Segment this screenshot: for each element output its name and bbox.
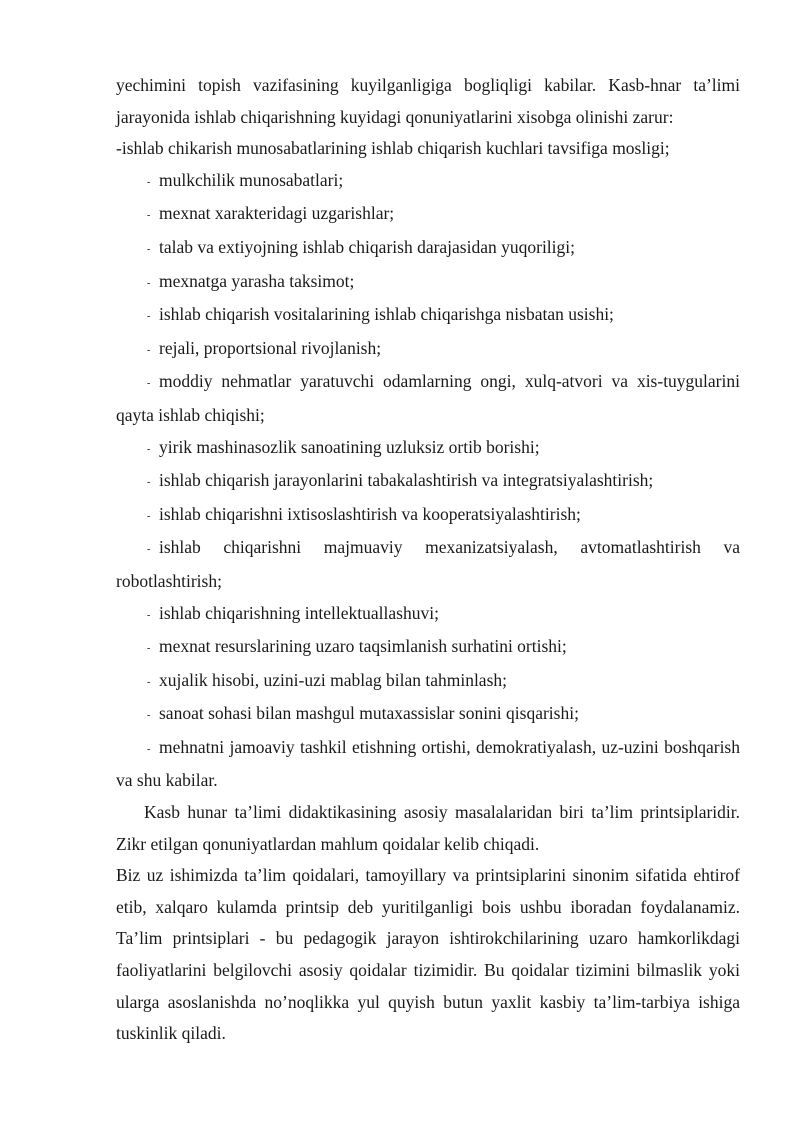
bullet-dash: - — [147, 743, 151, 755]
list-item: - yirik mashinasozlik sanoatining uzluksiz ortib borishi; — [116, 432, 740, 466]
bullet-dash: - — [147, 176, 151, 188]
list-item: - ishlab chiqarishni ixtisoslashtirish va kooperatsiyalashtirish; — [116, 499, 740, 533]
bullet-dash: - — [147, 344, 151, 356]
bullet-dash: - — [147, 609, 151, 621]
bullet-dash: - — [147, 643, 151, 655]
list-item: - mexnatga yarasha taksimot; — [116, 266, 740, 300]
bullet-dash: - — [147, 378, 151, 390]
list-item: - xujalik hisobi, uzini-uzi mablag bilan tahminlash; — [116, 665, 740, 699]
bullet-dash: - — [147, 443, 151, 455]
bullet-dash: - — [147, 710, 151, 722]
document-page — [116, 70, 740, 1050]
list-item: - mexnat resurslarining uzaro taqsimlanish surhatini ortishi; — [116, 631, 740, 665]
bullet-dash: - — [147, 544, 151, 556]
intro-list-lead: -ishlab chikarish munosabatlarining ishlab chiqarish kuchlari tavsifiga mosligi; — [116, 138, 670, 159]
list-item: - mehnatni jamoaviy tashkil etishning ortishi, demokratiyalash, uz-uzini boshqarish va shu kabilar. — [116, 732, 740, 797]
requirements-list — [116, 165, 740, 797]
bullet-dash: - — [147, 477, 151, 489]
bullet-dash: - — [147, 676, 151, 688]
list-item: - ishlab chiqarish vositalarining ishlab chiqarishga nisbatan usishi; — [116, 299, 740, 333]
bullet-dash: - — [147, 243, 151, 255]
didactics-paragraph: Kasb hunar ta’limi didaktikasining asosiy masalalaridan biri ta’lim printsiplaridir. Zikr etilgan qonuniyatlardan mahlum qoidalar kelib chiqadi. — [116, 802, 740, 854]
list-item: - moddiy nehmatlar yaratuvchi odamlarning ongi, xulq-atvori va xis-tuygularini qayta ishlab chiqishi; — [116, 366, 740, 431]
list-item: - ishlab chiqarishni majmuaviy mexanizatsiyalash, avtomatlashtirish va robotlashtirish; — [116, 532, 740, 597]
bullet-dash: - — [147, 277, 151, 289]
list-item: - ishlab chiqarishning intellektuallashuvi; — [116, 598, 740, 632]
bullet-dash: - — [147, 210, 151, 222]
intro-paragraph: yechimini topish vazifasining kuyilganligiga bogliqligi kabilar. Kasb-hnar ta’limi jarayonida ishlab chiqarishning kuyidagi qonuniyatlarini xisobga olinishi zarur: — [116, 75, 740, 127]
list-item: - sanoat sohasi bilan mashgul mutaxassislar sonini qisqarishi; — [116, 698, 740, 732]
principles-paragraph: Biz uz ishimizda ta’lim qoidalari, tamoyillary va printsiplarini sinonim sifatida ehtirof etib, xalqaro kulamda printsip deb yuritilganligi bois ushbu iboradan foydalanamiz. Ta’lim printsiplari - bu pedagogik jarayon ishtirokchilarining uzaro hamkorlikdagi faoliyatlarini belgilovchi asosiy qoidalar tizimidir. Bu qoidalar tizimini bilmaslik yoki ularga asoslanishda no’noqlikka yul quyish butun yaxlit kasbiy ta’lim-tarbiya ishiga tuskinlik qiladi. — [116, 865, 740, 1044]
list-item: - mulkchilik munosabatlari; — [116, 165, 740, 199]
list-item: - rejali, proportsional rivojlanish; — [116, 333, 740, 367]
list-item: - ishlab chiqarish jarayonlarini tabakalashtirish va integratsiyalashtirish; — [116, 465, 740, 499]
list-item: - mexnat xarakteridagi uzgarishlar; — [116, 198, 740, 232]
bullet-dash: - — [147, 311, 151, 323]
list-item: - talab va extiyojning ishlab chiqarish darajasidan yuqoriligi; — [116, 232, 740, 266]
bullet-dash: - — [147, 510, 151, 522]
